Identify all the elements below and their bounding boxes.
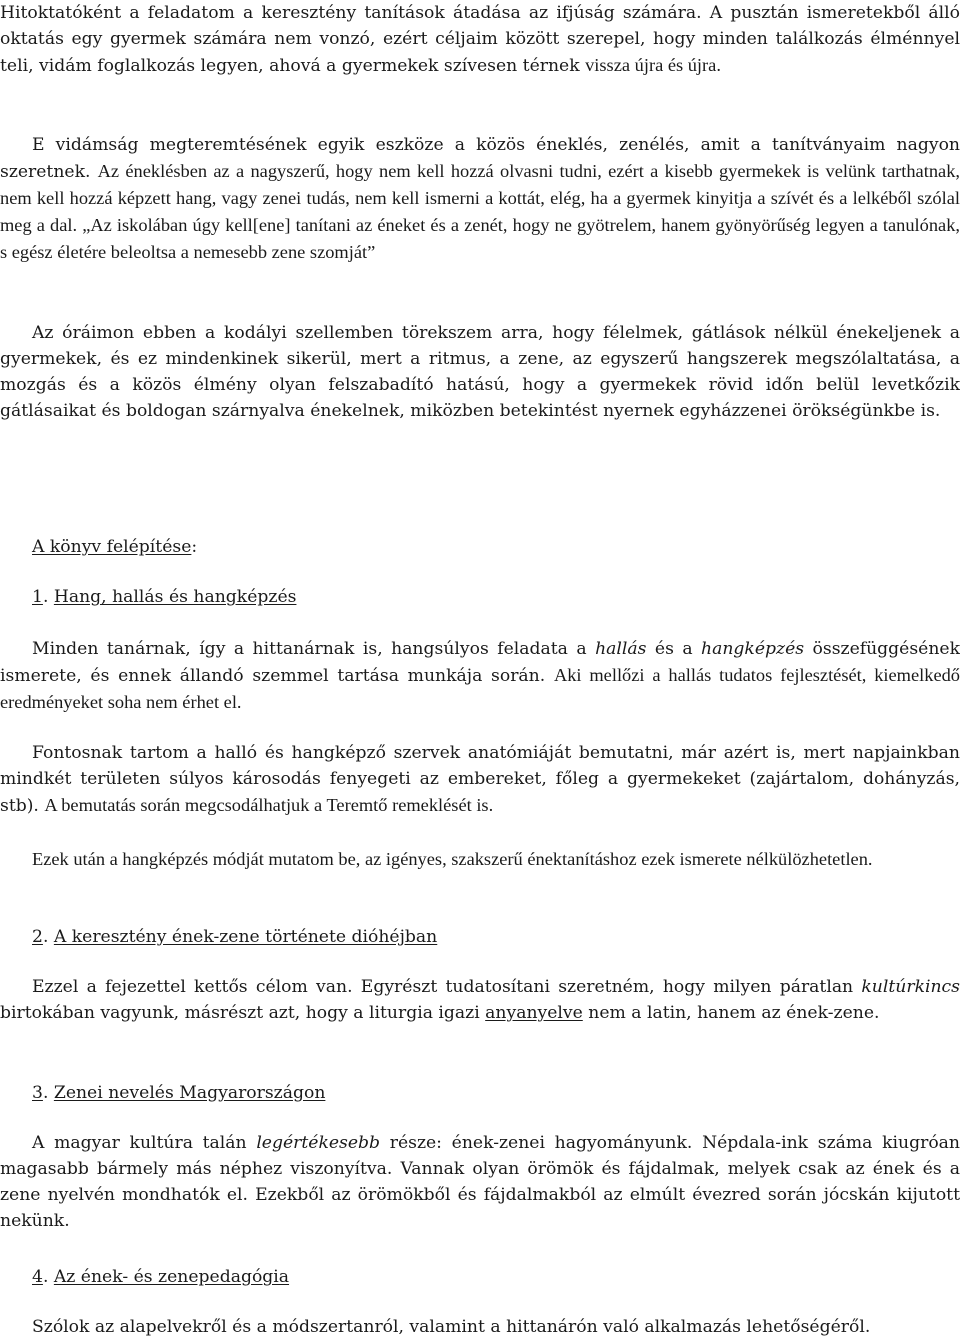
paragraph-intro-text: Hitoktatóként a feladatom a keresztény tanítások átadása az ifjúság számára. A pusztán ismeretekből álló oktatás egy gyermek számára nem vonzó, ezért céljaim között szerepel, hogy minden találkozás élménnyel teli, vidám foglalkozás legyen, ahová a gyermekek szívesen térnek xyxy=(0,3,960,76)
paragraph-hearing-text-1: Minden tanárnak, így a hittanárnak is, hangsúlyos feladata a xyxy=(32,639,596,659)
section-heading-4 xyxy=(32,1264,289,1290)
paragraph-singing-text-1: E vidámság megteremtésének egyik eszköze a közös éneklés, zenélés, amit a tanítványaim nagyon szeretnek. xyxy=(0,135,960,182)
section-number-4: 4 xyxy=(32,1267,43,1287)
paragraph-singing xyxy=(0,132,960,266)
paragraph-hearing-emphasis-1: hallás xyxy=(595,639,647,659)
paragraph-hungary-text-1: A magyar kultúra talán xyxy=(32,1133,257,1153)
section-heading-1 xyxy=(32,584,296,610)
paragraph-kodaly xyxy=(0,320,960,424)
paragraph-hearing-text-3: összefüggésének ismerete, és ennek állandó szemmel tartása munkája során. xyxy=(0,639,960,686)
paragraph-hearing xyxy=(0,636,960,716)
section-title-1: Hang, hallás és hangképzés xyxy=(53,587,297,607)
section-number-2: 2 xyxy=(32,927,43,947)
book-structure-heading-colon: : xyxy=(191,537,198,557)
paragraph-hungary xyxy=(0,1130,960,1234)
paragraph-history-emphasis: kultúrkincs xyxy=(861,977,960,997)
paragraph-voice-production-text: Ezek után a hangképzés módját mutatom be, az igényes, szakszerű énektanításhoz ezek ismerete nélkülözhetetlen. xyxy=(32,849,873,869)
paragraph-pedagogy-text: Szólok az alapelvekről és a módszertanról, valamint a hittanárón való alkalmazás lehetőségéről. xyxy=(32,1317,871,1337)
paragraph-hearing-text-4: Aki mellőzi a hallás tudatos fejlesztését, kiemelkedő eredményeket soha nem érhet el. xyxy=(0,665,960,712)
paragraph-anatomy-text-1: Fontosnak tartom a halló és hangképző szervek anatómiáját bemutatni, már azért is, mert napjainkban mindkét területen súlyos károsodás fenyegeti az embereket, főleg a gyermekeket (zajártalom, dohányzás, stb). xyxy=(0,743,960,816)
paragraph-history-text-3: nem a latin, hanem az ének-zene. xyxy=(582,1003,880,1023)
section-number-1: 1 xyxy=(32,587,43,607)
section-dot-1: . xyxy=(42,587,49,607)
section-title-4: Az ének- és zenepedagógia xyxy=(53,1267,290,1287)
section-dot-2: . xyxy=(42,927,49,947)
paragraph-kodaly-text: Az óráimon ebben a kodályi szellemben törekszem arra, hogy félelmek, gátlások nélkül énekeljenek a gyermekek, és ez mindenkinek sikerül, mert a ritmus, a zene, az egyszerű hangszerek megszólaltatása, a mozgás és a közös élmény olyan felszabadító hatású, hogy a gyermekek rövid időn belül levetkőzik gátlásaikat és boldogan szárnyalva énekelnek, miközben betekintést nyernek egyházzenei örökségünkbe is. xyxy=(0,323,960,421)
book-structure-heading xyxy=(32,534,197,560)
paragraph-intro xyxy=(0,0,960,79)
paragraph-pedagogy xyxy=(0,1314,960,1340)
section-dot-3: . xyxy=(42,1083,49,1103)
section-dot-4: . xyxy=(42,1267,49,1287)
paragraph-history xyxy=(0,974,960,1026)
paragraph-anatomy-text-2: A bemutatás során megcsodálhatjuk a Teremtő remeklését is. xyxy=(44,795,494,815)
book-structure-heading-label: A könyv felépítése xyxy=(32,537,192,557)
paragraph-anatomy xyxy=(0,740,960,819)
section-number-3: 3 xyxy=(32,1083,43,1103)
paragraph-hearing-emphasis-2: hangképzés xyxy=(701,639,805,659)
paragraph-singing-text-2: Az éneklésben az a nagyszerű, hogy nem kell hozzá olvasni tudni, ezért a kisebb gyermekek is velünk tarthatnak, nem kell hozzá képzett hang, vagy zenei tudás, nem kell ismerni a kottát, elég, ha a gyermek kinyitja a szívét és a lelkéből szólal meg a dal. „Az iskolában úgy kell[ene] tanítani az éneket és a zenét, hogy ne gyötrelem, hanem gyönyörűség legyen a tanulónak, s egész életére beleoltsa a nemesebb zene szomját” xyxy=(0,161,960,262)
section-heading-2 xyxy=(32,924,437,950)
paragraph-history-text-1: Ezzel a fejezettel kettős célom van. Egyrészt tudatosítani szeretném, hogy milyen páratlan xyxy=(32,977,862,997)
paragraph-voice-production xyxy=(0,846,960,872)
paragraph-history-text-2: birtokában vagyunk, másrészt azt, hogy a liturgia igazi xyxy=(0,1003,486,1023)
paragraph-intro-text-end: vissza újra és újra. xyxy=(585,55,721,75)
paragraph-hungary-emphasis: legértékesebb xyxy=(256,1133,381,1153)
paragraph-hungary-text-2: része: ének-zenei hagyományunk. Népdala-ink száma kiugróan magasabb bármely más néphez viszonyítva. Vannak olyan örömök és fájdalmak, melyek csak az ének és a zene nyelvén mondhatók el. Ezekből az örömökből és fájdalmakból az elmúlt évezred során jócskán kijutott nekünk. xyxy=(0,1133,960,1231)
section-title-2: A keresztény ének-zene története dióhéjban xyxy=(53,927,438,947)
paragraph-hearing-text-2: és a xyxy=(646,639,702,659)
section-title-3: Zenei nevelés Magyarországon xyxy=(53,1083,326,1103)
paragraph-history-underlined: anyanyelve xyxy=(485,1003,583,1023)
section-heading-3 xyxy=(32,1080,325,1106)
